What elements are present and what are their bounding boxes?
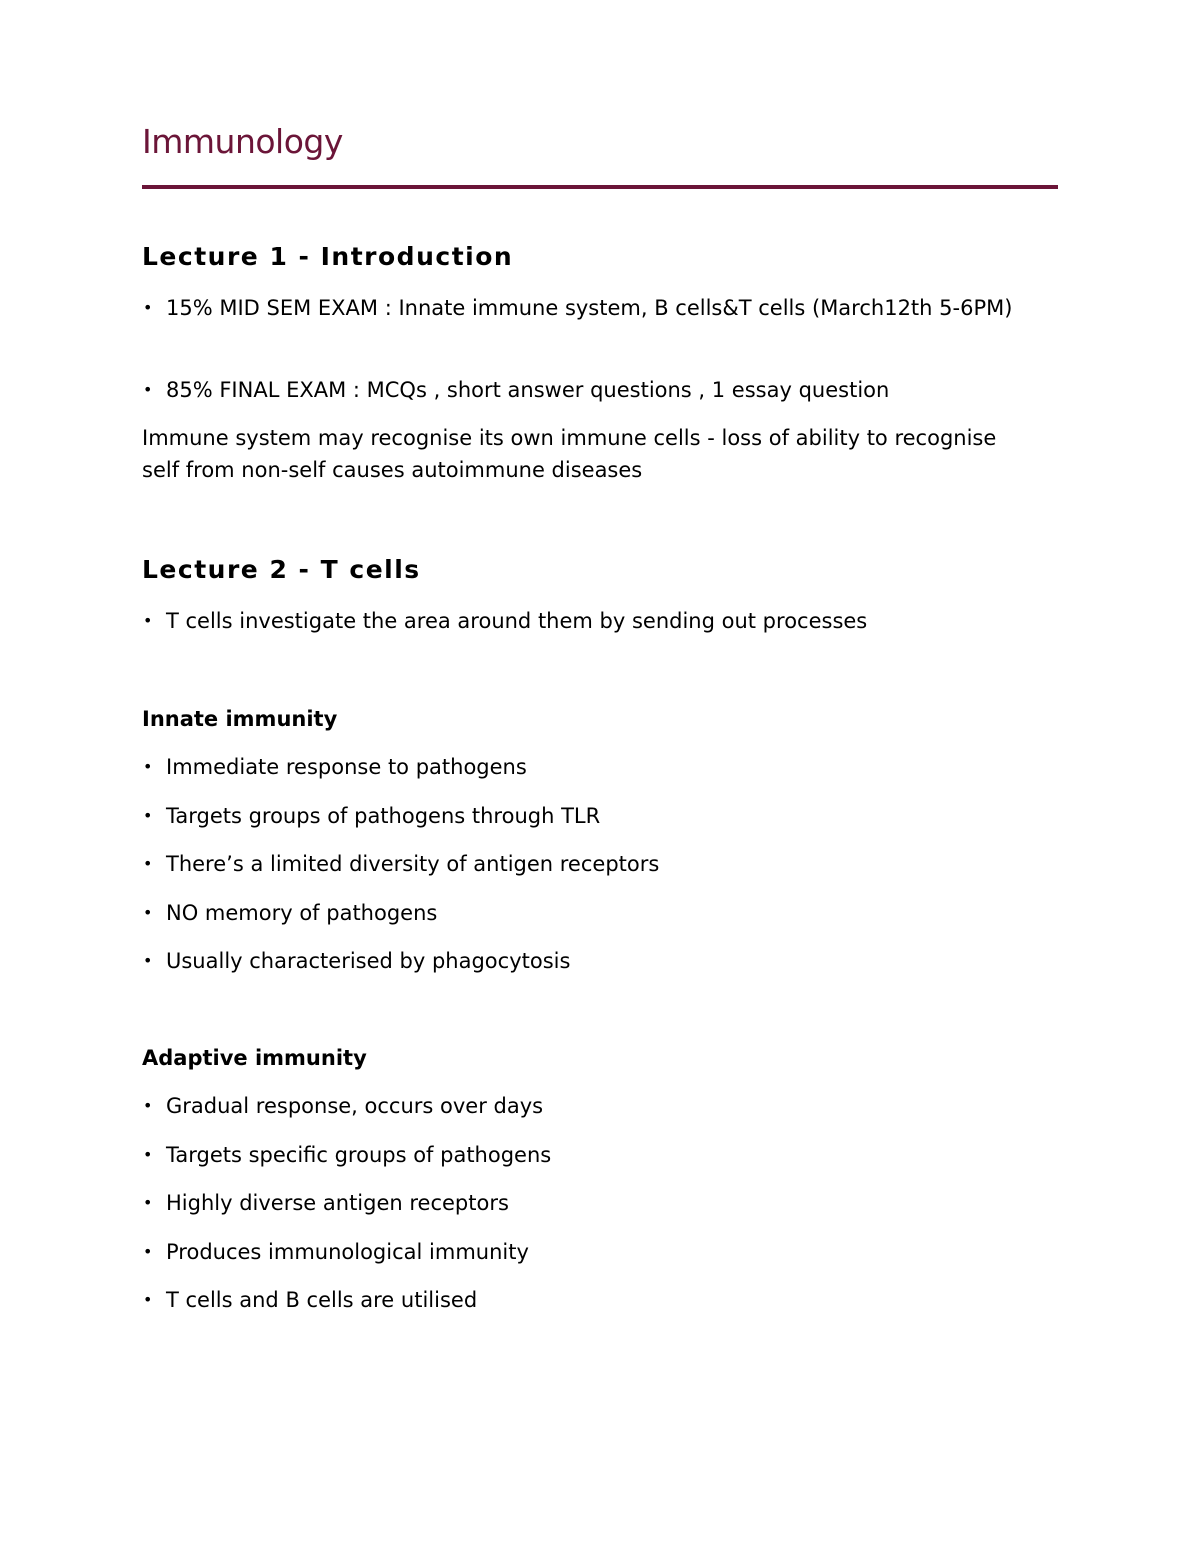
lecture-1-bullets: [142, 292, 1058, 324]
bullet-icon: •: [143, 757, 153, 776]
lecture-1-heading: Lecture 1 - Introduction: [142, 242, 514, 271]
lecture-1-paragraph: [142, 422, 1022, 486]
list-item: [142, 945, 1058, 977]
lecture-2-bullets: [142, 605, 1058, 637]
bullet-icon: •: [143, 902, 153, 922]
list-item-text: NO memory of pathogens: [166, 900, 438, 925]
title-divider: [142, 185, 1058, 189]
lecture-2-heading: Lecture 2 - T cells: [142, 555, 421, 584]
list-item-text: 15% MID SEM EXAM : Innate immune system, B cells&T cells (March12th 5-6PM): [166, 296, 1013, 320]
bullet-icon: •: [143, 611, 153, 630]
list-item-text: Usually characterised by phagocytosis: [166, 949, 571, 973]
lecture-1-section: [142, 240, 1058, 274]
list-item-text: 85% FINAL EXAM : MCQs , short answer questions , 1 essay question: [166, 378, 890, 402]
list-item-text: Immediate response to pathogens: [166, 755, 527, 779]
adaptive-immunity-heading: Adaptive immunity: [142, 1046, 367, 1070]
list-item: [142, 374, 1058, 406]
innate-immunity-heading: Innate immunity: [142, 707, 338, 731]
list-item-text: T cells and B cells are utilised: [166, 1288, 478, 1312]
list-item: [142, 605, 1058, 637]
body-paragraph: Immune system may recognise its own immune cells - loss of ability to recognise self from non-self causes autoimmune diseases: [142, 426, 997, 482]
list-item: [142, 1187, 1058, 1219]
list-item-text: Targets specific groups of pathogens: [166, 1142, 552, 1167]
list-item-text: Gradual response, occurs over days: [166, 1094, 544, 1118]
list-item: [142, 800, 1058, 832]
lecture-1-bullets-2: [142, 374, 1058, 406]
bullet-icon: •: [143, 951, 153, 970]
bullet-icon: •: [143, 1241, 153, 1261]
list-item: [142, 1139, 1058, 1171]
list-item-text: There’s a limited diversity of antigen receptors: [166, 852, 660, 876]
list-item: [142, 848, 1058, 880]
list-item: [142, 1090, 1058, 1122]
list-item: [142, 1284, 1058, 1316]
bullet-icon: •: [143, 1193, 153, 1212]
list-item-text: Highly diverse antigen receptors: [166, 1191, 509, 1215]
list-item: [142, 1236, 1058, 1268]
lecture-2-section: [142, 553, 1058, 587]
adaptive-immunity-section: [142, 1042, 1058, 1074]
bullet-icon: •: [143, 1096, 153, 1115]
list-item-text: Targets groups of pathogens through TLR: [166, 803, 601, 828]
bullet-icon: •: [143, 1290, 153, 1309]
bullet-icon: •: [143, 298, 153, 317]
list-item: [142, 751, 1058, 783]
list-item-text: T cells investigate the area around them by sending out processes: [166, 609, 868, 633]
list-item-text: Produces immunological immunity: [166, 1239, 529, 1264]
list-item: [142, 897, 1058, 929]
document-title: Immunology: [142, 122, 343, 161]
list-item: [142, 292, 1061, 324]
bullet-icon: •: [143, 854, 153, 873]
innate-immunity-list: [142, 751, 1058, 977]
innate-immunity-section: [142, 703, 1058, 735]
bullet-icon: •: [143, 1144, 153, 1164]
bullet-icon: •: [143, 380, 153, 399]
bullet-icon: •: [143, 805, 153, 825]
adaptive-immunity-list: [142, 1090, 1058, 1316]
